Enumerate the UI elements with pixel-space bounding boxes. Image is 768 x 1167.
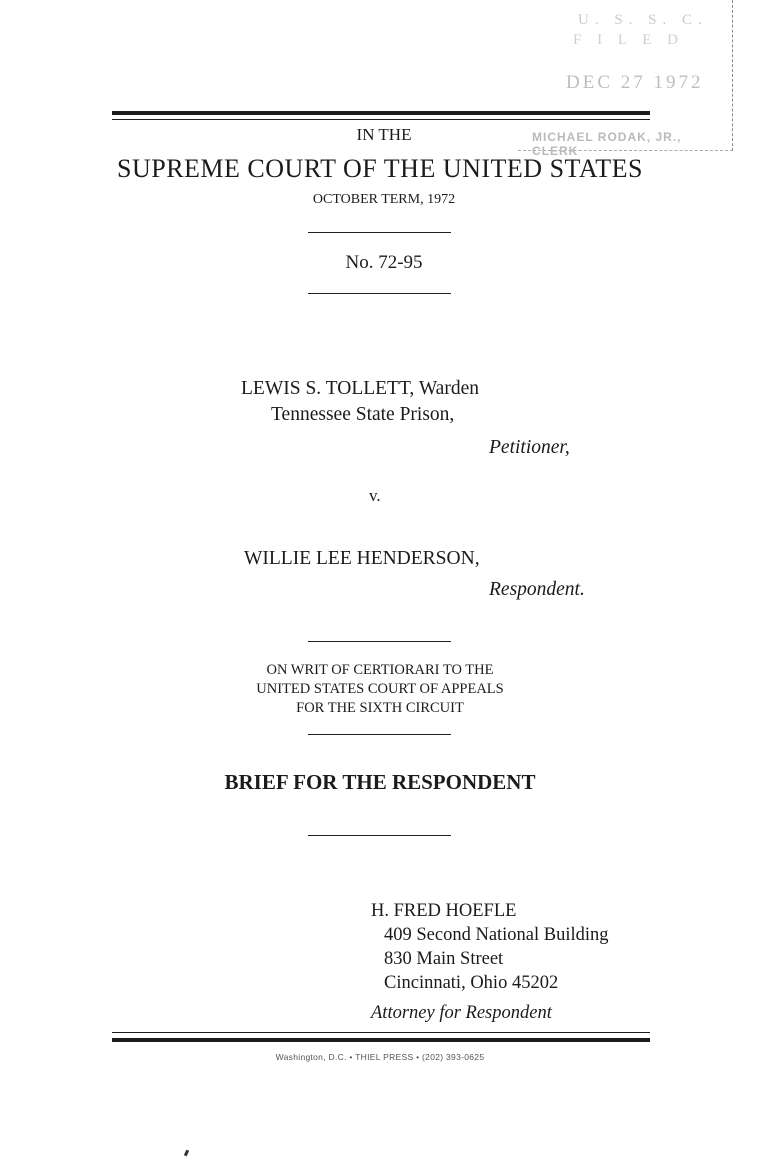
court-title: SUPREME COURT OF THE UNITED STATES bbox=[117, 154, 643, 183]
divider bbox=[308, 293, 451, 294]
petitioner-name: LEWIS S. TOLLETT, Warden bbox=[241, 378, 479, 399]
divider bbox=[308, 835, 451, 836]
top-rule-thick bbox=[112, 111, 650, 115]
petitioner-role: Petitioner, bbox=[489, 437, 570, 458]
printer-imprint: Washington, D.C. • THIEL PRESS • (202) 393-0625 bbox=[275, 1052, 485, 1062]
scan-speck bbox=[184, 1150, 189, 1157]
stamp-filed: F I L E D bbox=[573, 32, 684, 48]
divider bbox=[308, 232, 451, 233]
counsel-address-2: 830 Main Street bbox=[384, 949, 504, 969]
stamp-court: U. S. S. C. bbox=[578, 12, 708, 28]
stamp-date: DEC 27 1972 bbox=[566, 72, 704, 93]
in-the-label: IN THE bbox=[356, 125, 412, 144]
stamp-clerk: MICHAEL RODAK, JR., CLERK bbox=[532, 130, 682, 158]
counsel-role: Attorney for Respondent bbox=[371, 1003, 552, 1023]
respondent-name: WILLIE LEE HENDERSON, bbox=[244, 548, 480, 569]
versus: v. bbox=[369, 486, 381, 505]
divider bbox=[308, 641, 451, 642]
writ-line-2: UNITED STATES COURT OF APPEALS bbox=[256, 681, 504, 697]
bottom-rule-thin bbox=[112, 1032, 650, 1033]
bottom-rule-thick bbox=[112, 1038, 650, 1042]
counsel-address-1: 409 Second National Building bbox=[384, 925, 609, 945]
divider bbox=[308, 734, 451, 735]
petitioner-institution: Tennessee State Prison, bbox=[271, 404, 455, 425]
top-rule-thin bbox=[112, 119, 650, 120]
respondent-role: Respondent. bbox=[489, 579, 585, 600]
writ-line-1: ON WRIT OF CERTIORARI TO THE bbox=[266, 662, 494, 678]
counsel-name: H. FRED HOEFLE bbox=[371, 901, 517, 921]
brief-title: BRIEF FOR THE RESPONDENT bbox=[224, 770, 536, 794]
writ-line-3: FOR THE SIXTH CIRCUIT bbox=[296, 700, 464, 716]
term-label: OCTOBER TERM, 1972 bbox=[312, 192, 456, 207]
counsel-address-3: Cincinnati, Ohio 45202 bbox=[384, 973, 559, 993]
docket-number: No. 72-95 bbox=[345, 252, 423, 273]
